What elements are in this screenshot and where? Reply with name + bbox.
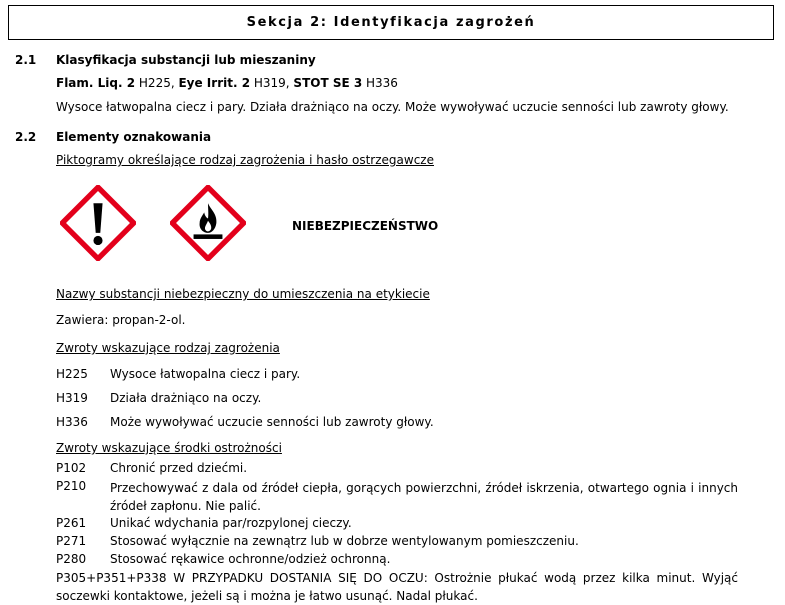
precaution-text: Przechowywać z dala od źródeł ciepła, gorących powierzchni, źródeł iskrzenia, otwartego ognia i innych źródeł zapłonu. Nie palić. [110,481,738,513]
subsection-number-2-1: 2.1 [15,53,37,67]
signal-word: NIEBEZPIECZEŃSTWO [292,219,439,233]
precaution-text: Chronić przed dziećmi. [110,461,248,475]
precaution-combined-text: P305+P351+P338 W PRZYPADKU DOSTANIA SIĘ DO OCZU: Ostrożnie płukać wodą przez kilka minut. Wyjąć soczewki kontaktowe, jeżeli są i można je łatwo usunąć. Nadal płukać. [56,571,738,603]
precaution-code: P261 [56,516,87,530]
hazard-code: H319 [56,391,88,405]
precaution-code: P210 [56,479,87,493]
hazard-text: Wysoce łatwopalna ciecz i pary. [110,367,301,381]
class-flam-liq: Flam. Liq. 2 [56,76,136,90]
contains-text: Zawiera: propan-2-ol. [56,313,186,327]
precautionary-statements-heading: Zwroty wskazujące środki ostrożności [56,441,282,455]
section-header-box [8,5,774,40]
hazard-text: Działa drażniąco na oczy. [110,391,262,405]
class-code-h336: H336 [362,76,398,90]
classification-line [56,76,398,90]
precaution-text: Stosować wyłącznie na zewnątrz lub w dobrze wentylowanym pomieszczeniu. [110,534,579,548]
classification-description: Wysoce łatwopalna ciecz i pary. Działa drażniąco na oczy. Może wywoływać uczucie senności lub zawroty głowy. [56,100,729,114]
hazard-code: H336 [56,415,88,429]
pictograms-heading: Piktogramy określające rodzaj zagrożenia i hasło ostrzegawcze [56,153,434,167]
precaution-code: P280 [56,552,87,566]
class-eye-irrit: Eye Irrit. 2 [178,76,251,90]
flame-icon [170,185,246,261]
section-title: Sekcja 2: Identyfikacja zagrożeń [246,15,536,30]
subsection-number-2-2: 2.2 [15,130,37,144]
class-code-h319: H319, [250,76,294,90]
substance-names-heading: Nazwy substancji niebezpieczny do umieszczenia na etykiecie [56,287,430,301]
hazard-text: Może wywoływać uczucie senności lub zawroty głowy. [110,415,434,429]
class-stot-se: STOT SE 3 [293,76,363,90]
precaution-text: Unikać wdychania par/rozpylonej cieczy. [110,516,352,530]
precaution-text: Stosować rękawice ochronne/odzież ochronną. [110,552,391,566]
class-code-h225: H225, [135,76,179,90]
subsection-title-2-1: Klasyfikacja substancji lub mieszaniny [56,53,316,67]
hazard-statements-heading: Zwroty wskazujące rodzaj zagrożenia [56,341,280,355]
exclamation-mark-icon [60,185,136,261]
hazard-code: H225 [56,367,88,381]
precaution-code: P271 [56,534,87,548]
subsection-title-2-2: Elementy oznakowania [56,130,212,144]
precaution-code: P102 [56,461,87,475]
